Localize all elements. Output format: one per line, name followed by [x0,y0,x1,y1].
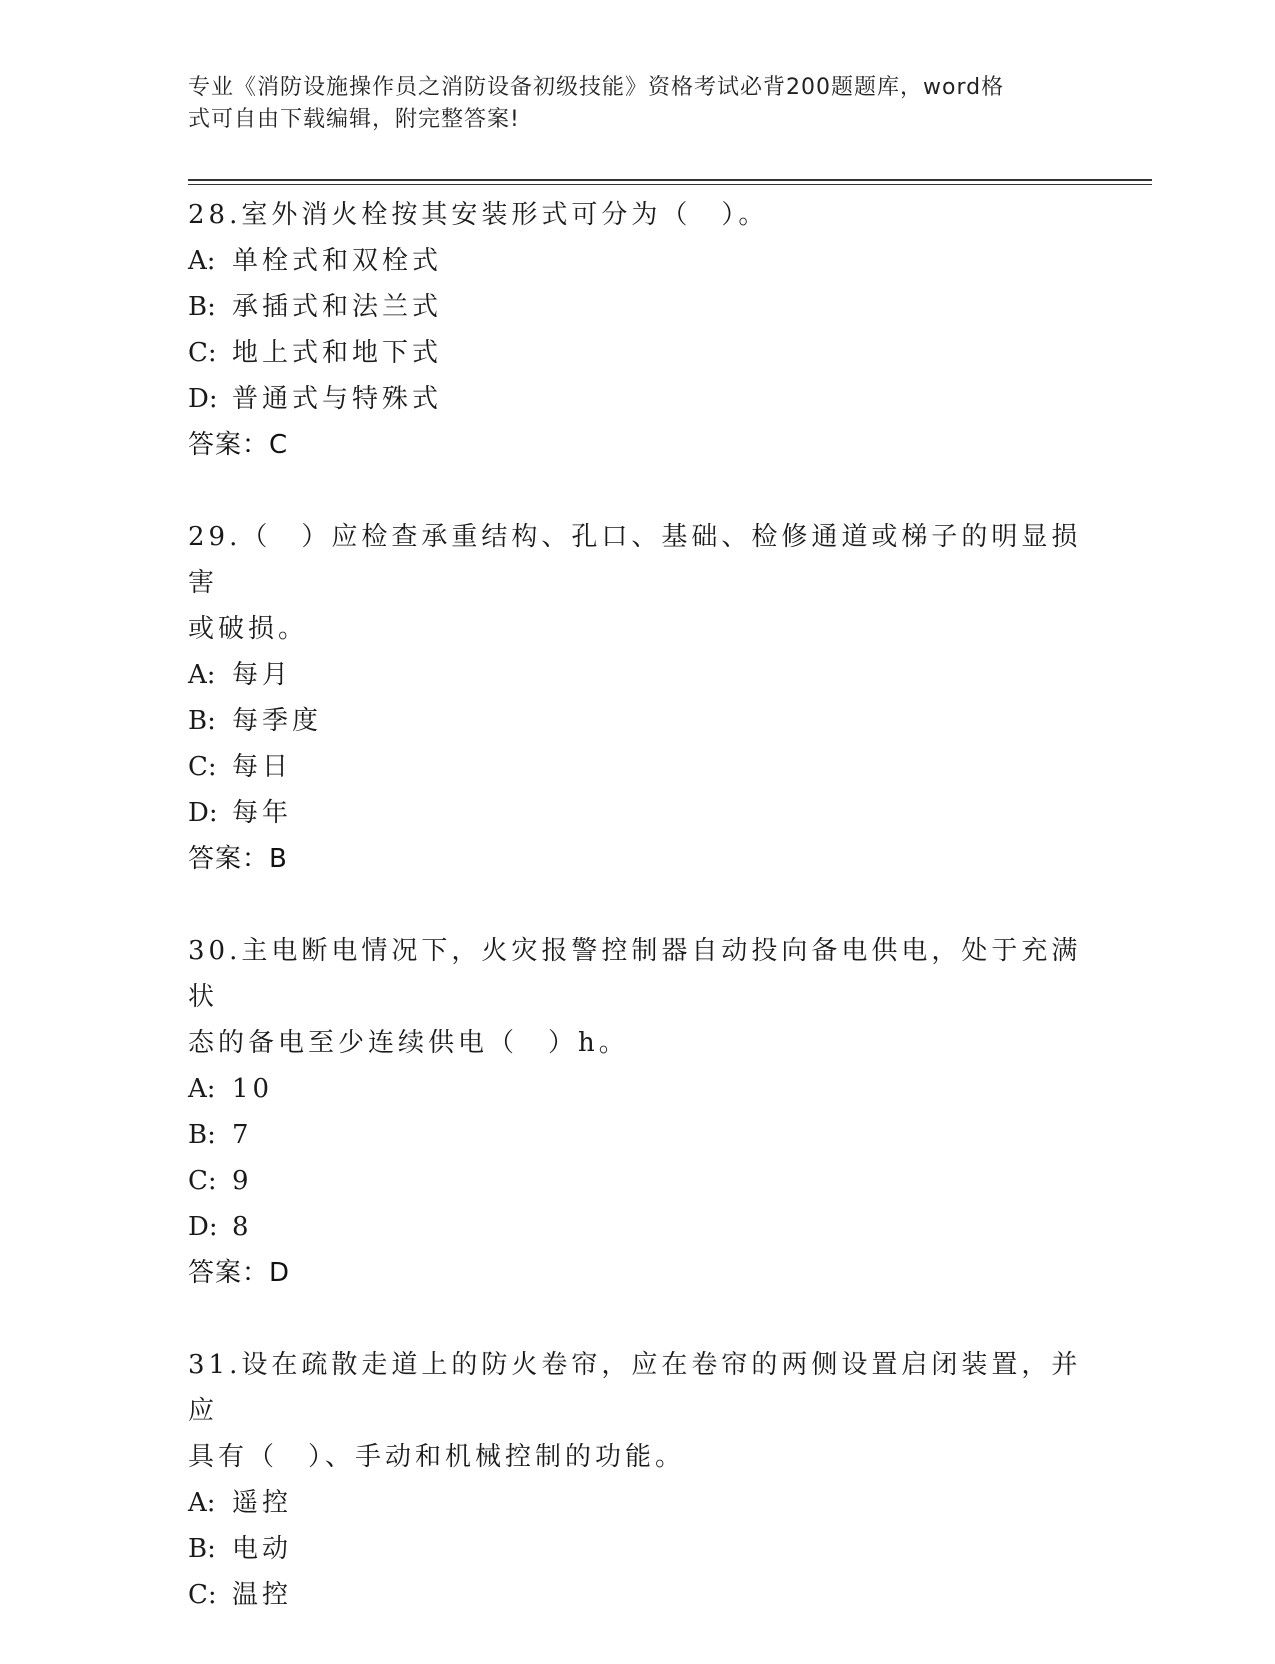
question-stem-line-1: 31.设在疏散走道上的防火卷帘，应在卷帘的两侧设置启闭装置，并应 [188,1350,1082,1426]
header-title-line-1: 专业《消防设施操作员之消防设备初级技能》资格考试必背200题题库，word格 [188,75,1005,100]
option-key: B: [188,292,216,322]
option-text: 7 [232,1120,253,1150]
option-text: 9 [232,1166,253,1196]
option-text: 温控 [232,1580,293,1610]
answer-line: 答案：C [188,430,289,460]
question-stem-line-1: 29.（ ）应检查承重结构、孔口、基础、检修通道或梯子的明显损害 [188,522,1082,598]
option-a [188,238,1088,284]
option-text: 8 [232,1212,253,1242]
option-key: B: [188,1120,216,1150]
question-stem-line-2: 态的备电至少连续供电（ ）h。 [188,1028,629,1058]
option-d [188,376,1088,422]
header-divider-thick [188,179,1152,181]
option-key: B: [188,1534,216,1564]
question-stem: 28.室外消火栓按其安装形式可分为（ ）。 [188,200,769,230]
question-30 [188,928,1088,1296]
option-a [188,1480,1088,1526]
option-c [188,1572,1088,1618]
option-key: D: [188,384,218,414]
option-b [188,1112,1088,1158]
question-stem-line-1: 30.主电断电情况下，火灾报警控制器自动投向备电供电，处于充满状 [188,936,1082,1012]
option-key: A: [188,1074,216,1104]
answer-line: 答案：D [188,1258,291,1288]
option-text: 普通式与特殊式 [232,384,443,414]
option-key: C: [188,1166,217,1196]
option-text: 每月 [232,660,293,690]
option-b [188,1526,1088,1572]
option-text: 每日 [232,752,293,782]
option-b [188,698,1088,744]
question-28 [188,192,1088,468]
option-text: 10 [232,1074,274,1104]
question-29 [188,514,1088,882]
option-key: C: [188,338,217,368]
header-title-line-2: 式可自由下载编辑，附完整答案! [188,107,520,132]
option-key: C: [188,1580,217,1610]
option-text: 单栓式和双栓式 [232,246,443,276]
option-key: D: [188,1212,218,1242]
option-text: 遥控 [232,1488,293,1518]
question-stem-line-2: 具有（ ）、手动和机械控制的功能。 [188,1442,686,1472]
option-key: C: [188,752,217,782]
option-a [188,1066,1088,1112]
option-key: A: [188,1488,216,1518]
option-a [188,652,1088,698]
option-c [188,1158,1088,1204]
option-text: 每年 [232,798,293,828]
option-text: 地上式和地下式 [232,338,443,368]
option-d [188,1204,1088,1250]
answer-line: 答案：B [188,844,288,874]
question-list [188,192,1088,1664]
document-header [188,72,1068,136]
option-key: A: [188,246,216,276]
option-key: A: [188,660,216,690]
question-stem-line-2: 或破损。 [188,614,309,644]
header-divider-thin [188,184,1152,185]
option-text: 每季度 [232,706,323,736]
option-key: D: [188,798,218,828]
option-d [188,790,1088,836]
option-key: B: [188,706,216,736]
option-c [188,330,1088,376]
option-c [188,744,1088,790]
option-text: 承插式和法兰式 [232,292,443,322]
option-b [188,284,1088,330]
option-text: 电动 [232,1534,293,1564]
question-31 [188,1342,1088,1618]
